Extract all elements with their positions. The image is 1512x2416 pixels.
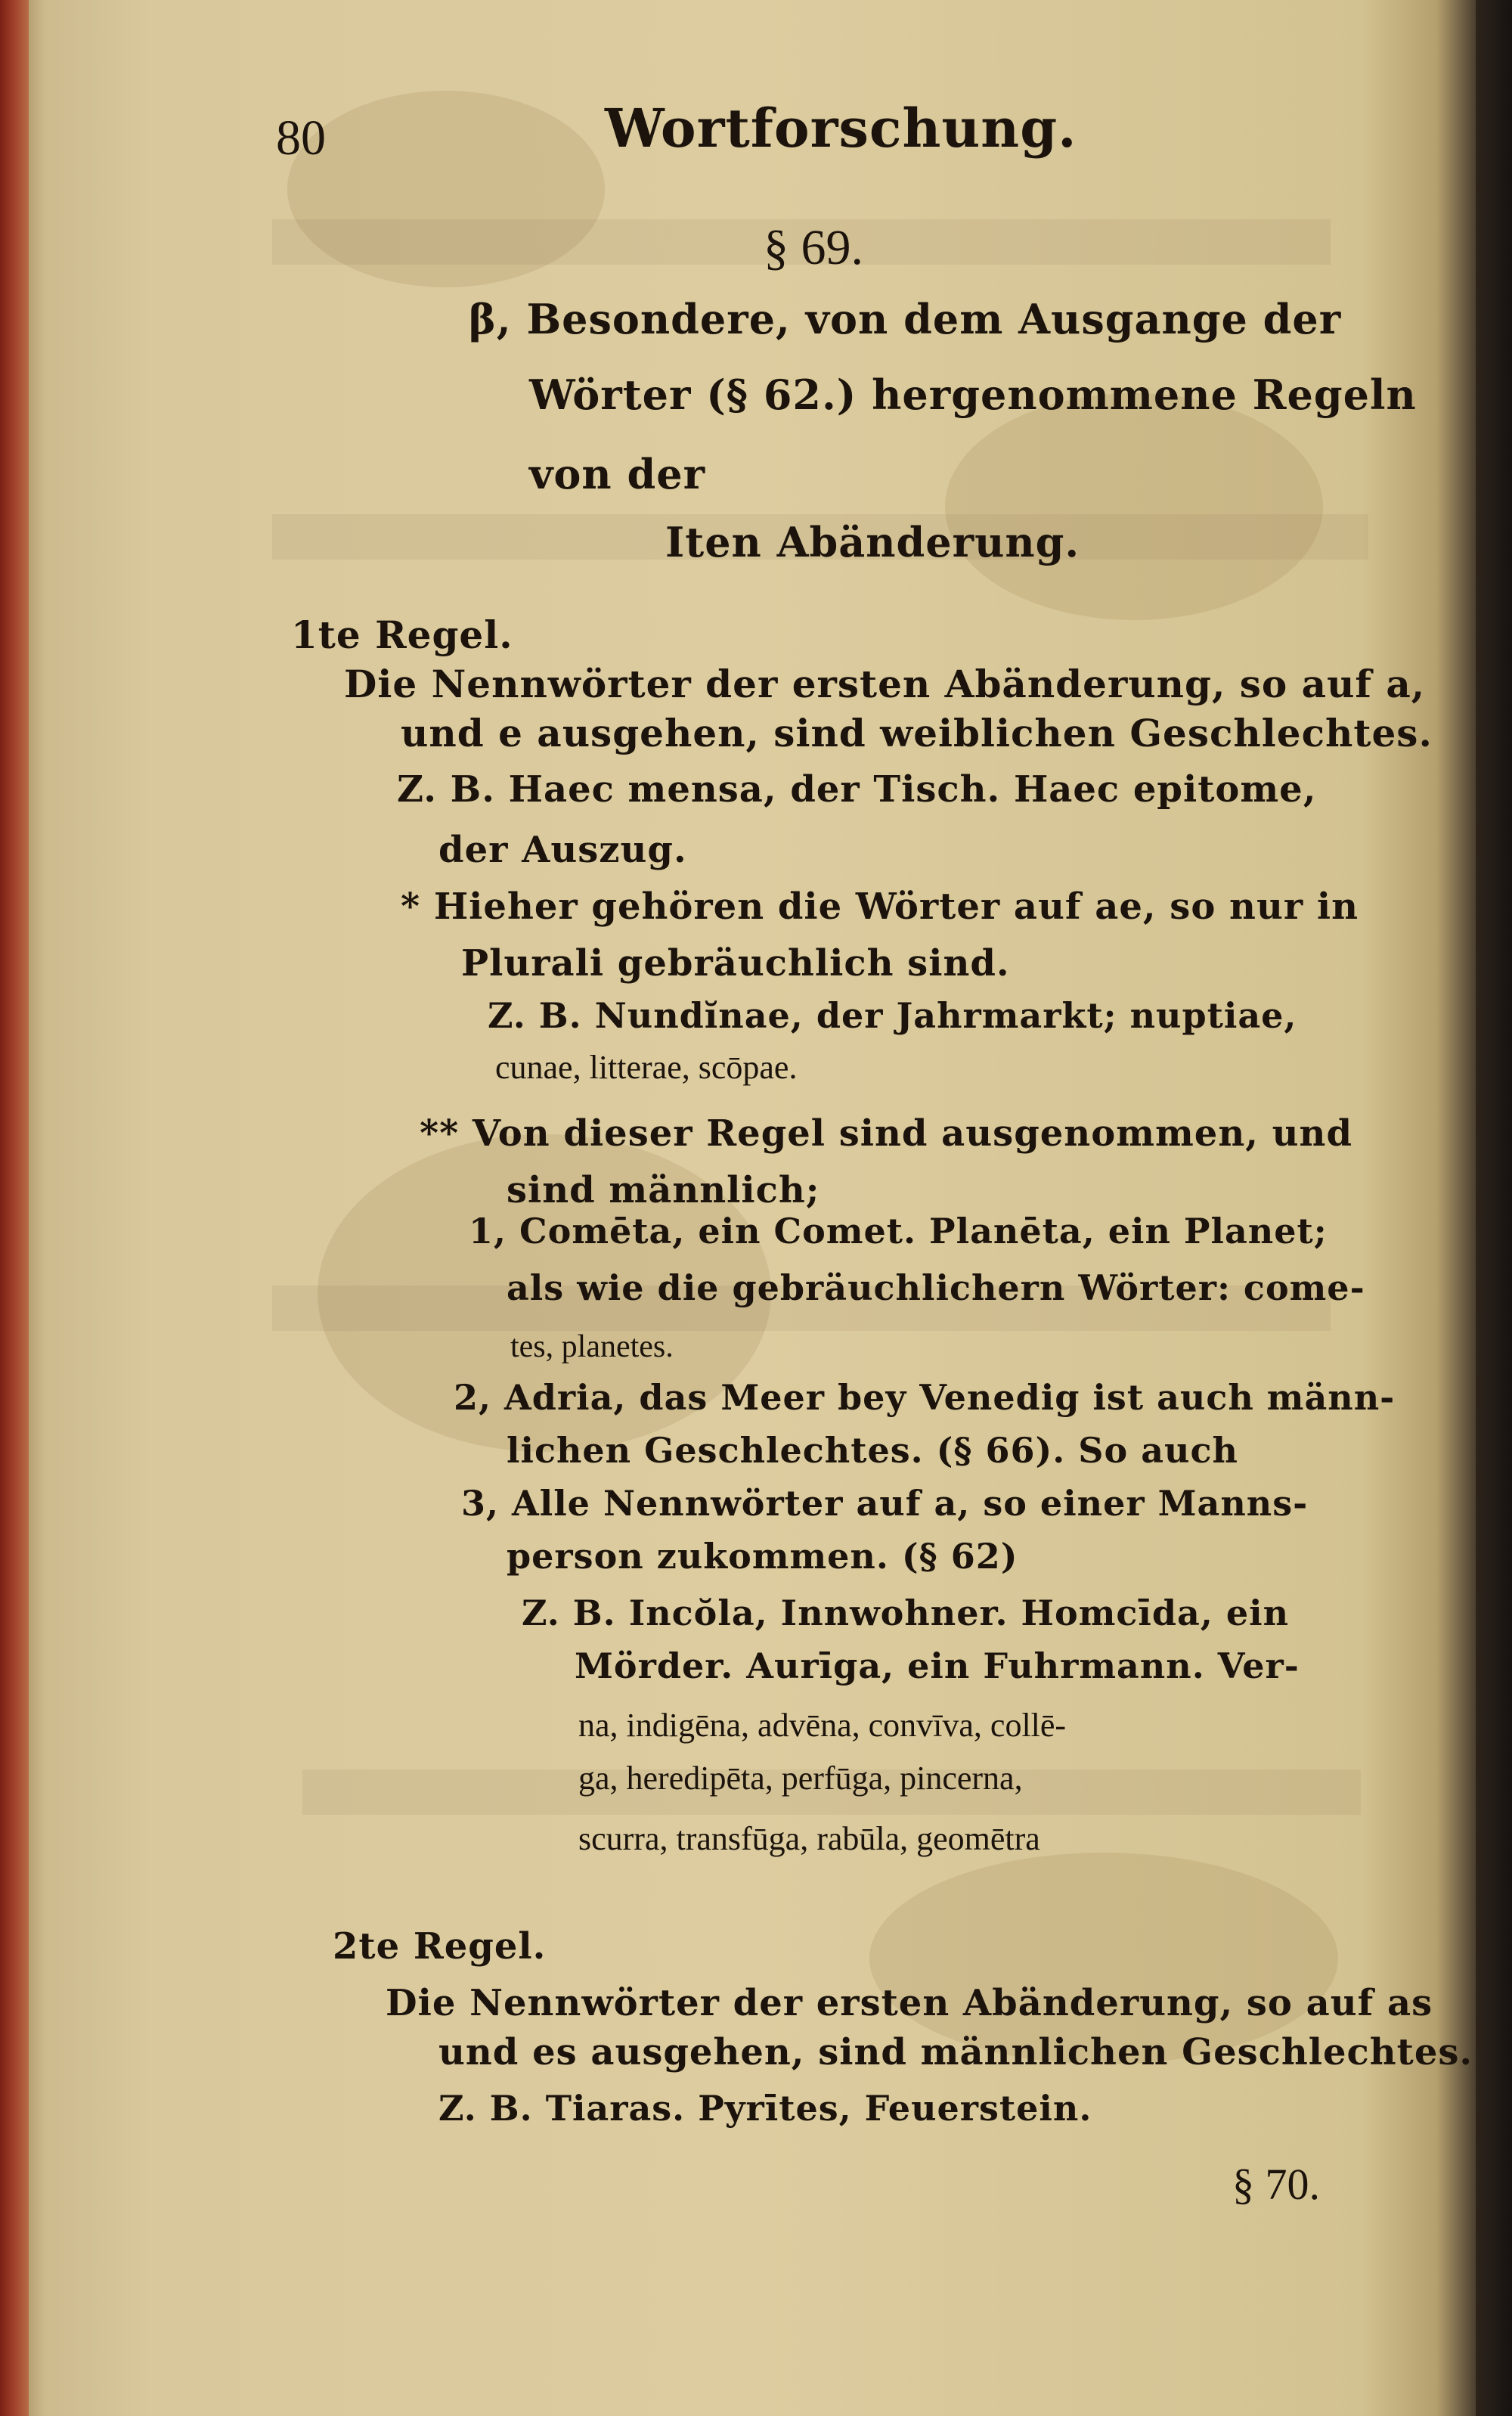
text-line: als wie die gebräuchlichern Wörter: come-: [507, 1267, 1365, 1308]
list-line: 1, Comēta, ein Comet. Planēta, ein Planet;: [469, 1211, 1328, 1251]
text-line: Z. B. Tiaras. Pyrītes, Feuerstein.: [438, 2088, 1092, 2129]
text-line: Die Nennwörter der ersten Abänderung, so auf a,: [344, 662, 1426, 706]
list-line: 3, Alle Nennwörter auf a, so einer Manns-: [461, 1483, 1309, 1524]
text-line: Mörder. Aurīga, ein Fuhrmann. Ver-: [575, 1645, 1300, 1686]
heading-line: Wörter (§ 62.) hergenommene Regeln: [529, 371, 1417, 419]
heading-line: β, Besondere, von dem Ausgange der: [469, 295, 1342, 343]
text-line: sind männlich;: [507, 1169, 820, 1211]
binding-edge-right: [1476, 0, 1512, 2416]
text-line: person zukommen. (§ 62): [507, 1536, 1018, 1577]
text-line: tes, planetes.: [510, 1329, 674, 1364]
text-line: ga, heredipēta, perfūga, pincerna,: [578, 1760, 1023, 1797]
page-number: 80: [276, 110, 326, 166]
rule-label: 2te Regel.: [333, 1925, 547, 1968]
list-line: 2, Adria, das Meer bey Venedig ist auch männ-: [454, 1377, 1396, 1418]
text-line: lichen Geschlechtes. (§ 66). So auch: [507, 1430, 1238, 1471]
section-number: § 69.: [764, 220, 863, 275]
text-line: Z. B. Incŏla, Innwohner. Homcīda, ein: [522, 1593, 1290, 1633]
text-line: Z. B. Haec mensa, der Tisch. Haec epitome,: [397, 768, 1317, 811]
text-line: scurra, transfūga, rabūla, geomētra: [578, 1820, 1040, 1857]
text-line: der Auszug.: [438, 829, 687, 871]
heading-line: von der: [529, 450, 706, 498]
binding-edge-left: [0, 0, 29, 2416]
text-line: und e ausgehen, sind weiblichen Geschlechtes.: [401, 711, 1433, 755]
footer-section-number: § 70.: [1232, 2160, 1320, 2209]
text-line: und es ausgehen, sind männlichen Geschlechtes.: [438, 2031, 1473, 2073]
heading-line: Iten Abänderung.: [665, 518, 1080, 566]
rule-label: 1te Regel.: [291, 613, 513, 657]
note-line: * Hieher gehören die Wörter auf ae, so nur in: [401, 885, 1359, 928]
text-line: na, indigēna, advēna, convīva, collē-: [578, 1707, 1067, 1744]
running-title: Wortforschung.: [605, 97, 1077, 160]
text-line: Z. B. Nundĭnae, der Jahrmarkt; nuptiae,: [488, 995, 1297, 1036]
text-line: Die Nennwörter der ersten Abänderung, so auf as: [386, 1982, 1433, 2024]
paper-stain: [945, 393, 1323, 620]
text-line: Plurali gebräuchlich sind.: [461, 942, 1010, 985]
note-line: ** Von dieser Regel sind ausgenommen, und: [420, 1112, 1353, 1155]
text-line: cunae, litterae, scōpae.: [495, 1049, 798, 1086]
